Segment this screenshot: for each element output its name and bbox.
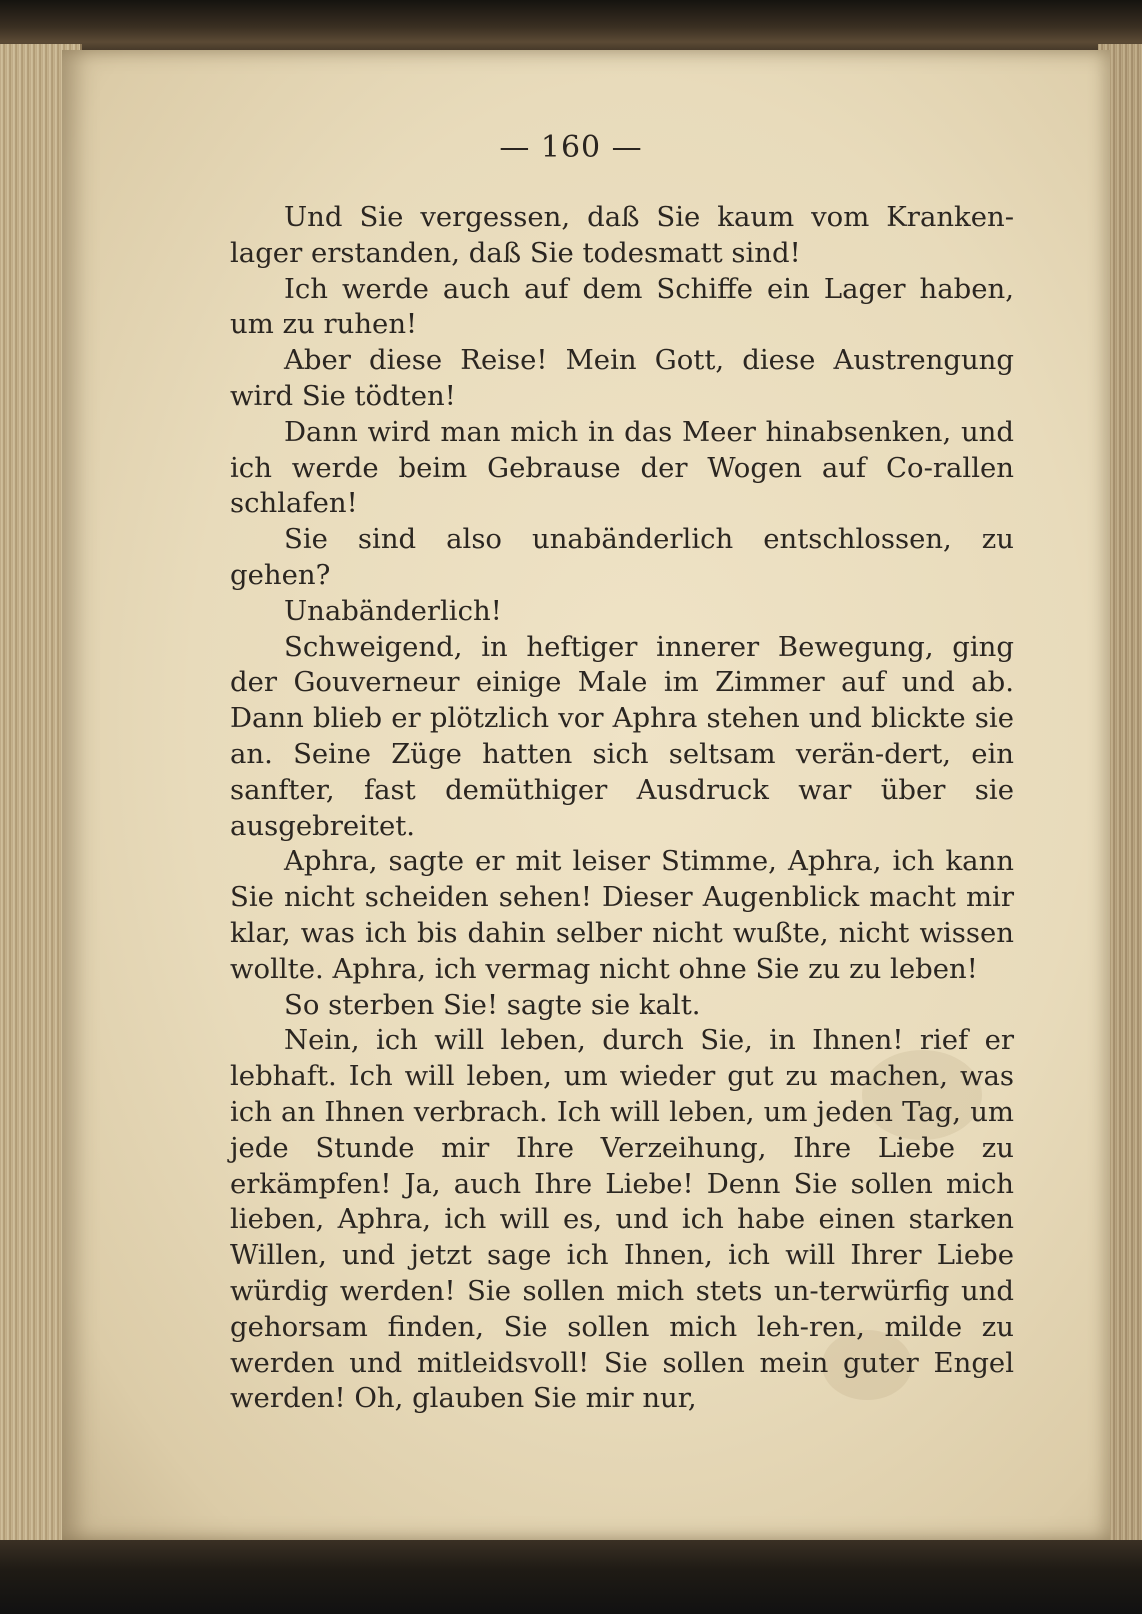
- paragraph: Dann wird man mich in das Meer hinabsenken, und ich werde beim Gebrause der Wogen auf Co-rallen schlafen!: [230, 415, 1014, 520]
- paragraph: Und Sie vergessen, daß Sie kaum vom Kranken-lager erstanden, daß Sie todesmatt sind!: [230, 201, 1014, 269]
- paragraph: Sie sind also unabänderlich entschlossen, zu gehen?: [230, 523, 1014, 591]
- paragraph: Unabänderlich!: [284, 594, 502, 627]
- book-cover-bottom-edge: [0, 1540, 1142, 1614]
- paragraph: Ich werde auch auf dem Schiffe ein Lager haben, um zu ruhen!: [230, 272, 1014, 341]
- paragraph: Aphra, sagte er mit leiser Stimme, Aphra, ich kann Sie nicht scheiden sehen! Dieser Augenblick macht mir klar, was ich bis dahin selber nicht wußte, nicht wissen wollte. Aphra, ich vermag nicht ohne Sie zu zu leben!: [230, 845, 1014, 985]
- body-text: [230, 200, 1014, 1417]
- paragraph: So sterben Sie! sagte sie kalt.: [284, 988, 701, 1021]
- page-number: — 160 —: [499, 130, 643, 165]
- paragraph: Schweigend, in heftiger innerer Bewegung, ging der Gouverneur einige Male im Zimmer auf und ab. Dann blieb er plötzlich vor Aphra stehen und blickte sie an. Seine Züge hatten sich seltsam verän-dert, ein sanfter, fast demüthiger Ausdruck war über sie ausgebreitet.: [230, 630, 1014, 842]
- paragraph: Nein, ich will leben, durch Sie, in Ihnen! rief er lebhaft. Ich will leben, um wieder gut zu machen, was ich an Ihnen verbrach. Ich will leben, um jeden Tag, um jede Stunde mir Ihre Verzeihung, Ihre Liebe zu erkämpfen! Ja, auch Ihre Liebe! Denn Sie sollen mich lieben, Aphra, ich will es, und ich habe einen starken Willen, und jetzt sage ich Ihnen, ich will Ihrer Liebe würdig werden! Sie sollen mich stets un-terwürfig und gehorsam finden, Sie sollen mich leh-ren, milde zu werden und mitleidsvoll! Sie sollen mein guter Engel werden! Oh, glauben Sie mir nur,: [230, 1024, 1014, 1415]
- paragraph: Aber diese Reise! Mein Gott, diese Austrengung wird Sie tödten!: [230, 344, 1014, 412]
